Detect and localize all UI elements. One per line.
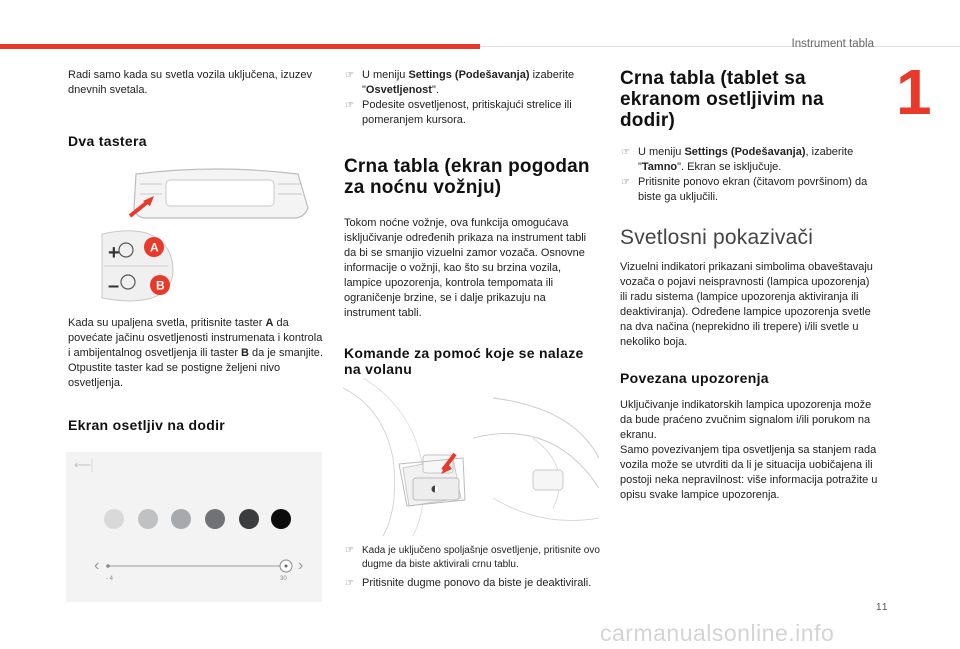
column-1-body [68,316,326,433]
bullet-icon: ☞ [621,177,630,188]
two-buttons-instructions: Kada su upaljena svetla, pritisnite taster A da povećate jačinu osvetljenosti instrumenata i kontrola i ambijentalnog osvetljenja ili taster B da je smanjite. [68,317,323,359]
column-2 [344,68,600,377]
svg-text:›: › [298,557,304,574]
bullet-settings-dark: ☞ U meniju Settings (Podešavanja), izaberite "Tamno". Ekran se isključuje. [621,146,854,173]
slider-max-label: 30 [280,576,287,582]
steering-controls-illustration [343,378,599,536]
chapter-number: 1 [896,56,932,128]
page-number: 11 [876,602,889,613]
bullet-icon: ☞ [345,70,354,81]
heading-steering-controls: Komande za pomoć koje se nalaze na volanu [344,345,584,377]
header-accent-bar [0,44,480,49]
warning-lights-description: Vizuelni indikatori prikazani simbolima obaveštavaju vozača o pojavi neispravnosti (lampica upozorenja) ili radu sistema (lampice upozorenja aktiviranja ili deaktiviranja). Određene lampice upozorenja svetle na dva načina (neprekidno ili trepere) i/ili svetle u nekoliko boja. [620,261,873,348]
bullet-icon: ☞ [345,100,354,111]
linked-warnings-text-2: Samo povezivanjem tipa osvetljenja sa stanjem rada vozila može se utvrditi da li je situacija uobičajena ili postoji neka nepravilnost: više informacija potražite u opisu svake lampice upozorenja. [620,444,878,501]
heading-dark-panel: Crna tabla (ekran pogodan za noćnu vožnju) [344,156,590,198]
svg-text:–: – [108,275,120,297]
slider-min-label: - 4 [106,576,114,582]
bullet-press-screen: ☞ Pritisnite ponovo ekran (čitavom površinom) da biste ga uključili. [621,176,868,203]
touch-screen-illustration [66,452,322,602]
bullet-icon: ☞ [345,578,354,589]
column-1 [68,68,318,149]
marker-a-label: A [150,240,159,255]
linked-warnings-text-1: Uključivanje indikatorskih lampica upozorenja može da bude praćeno zvučnim signalom i/ili porukom na ekranu. [620,399,872,441]
bullet-icon: ☞ [345,545,354,556]
svg-text:⟵: ⟵ [74,458,92,472]
heading-touch-screen: Ekran osetljiv na dodir [68,417,226,433]
intro-text: Radi samo kada su svetla vozila uključena, izuzev dnevnih svetala. [68,69,312,96]
bullet-activate-dark: ☞ Kada je uključeno spoljašnje osvetljenje, pritisnite ovo dugme da biste aktivirali crnu tablu. [345,545,600,570]
header-divider [480,46,960,47]
watermark: carmanualsonline.info [600,620,835,646]
bullet-adjust-brightness: ☞ Podesite osvetljenost, pritiskajući strelice ili pomeranjem kursora. [345,99,572,126]
svg-text:+: + [108,242,120,264]
column-3 [620,68,878,503]
heading-black-tablet: Crna tabla (tablet sa ekranom osetljivim na dodir) [620,68,824,131]
heading-warning-lights: Svetlosni pokazivači [620,226,814,249]
heading-two-buttons: Dva tastera [68,133,147,149]
bullet-deactivate-dark: ☞ Pritisnite dugme ponovo da biste je deaktivirali. [345,577,592,589]
bullet-icon: ☞ [621,147,630,158]
dark-panel-description: Tokom noćne vožnje, ova funkcija omogućava isključivanje određenih prikaza na instrument tabli da bi se smanjio vizuelni zamor vozača. Osnovne informacije o vožnji, kao što su brzina vozila, lampice upozorenja, kontrola tempomata ili ograničenje brzine, se i dalje prikazuju na instrument tabli. [344,217,587,319]
bullet-settings-brightness: ☞ U meniju Settings (Podešavanja) izaberite "Osvetljenost". [345,69,575,96]
marker-b-label: B [156,278,165,293]
running-header: Instrument tabla [791,38,874,50]
column-2-footer [344,544,602,591]
two-buttons-illustration [66,158,322,308]
svg-text:‹: ‹ [94,557,100,574]
heading-linked-warnings: Povezana upozorenja [620,370,769,386]
release-instructions: Otpustite taster kad se postigne željeni nivo osvetljenja. [68,362,281,389]
